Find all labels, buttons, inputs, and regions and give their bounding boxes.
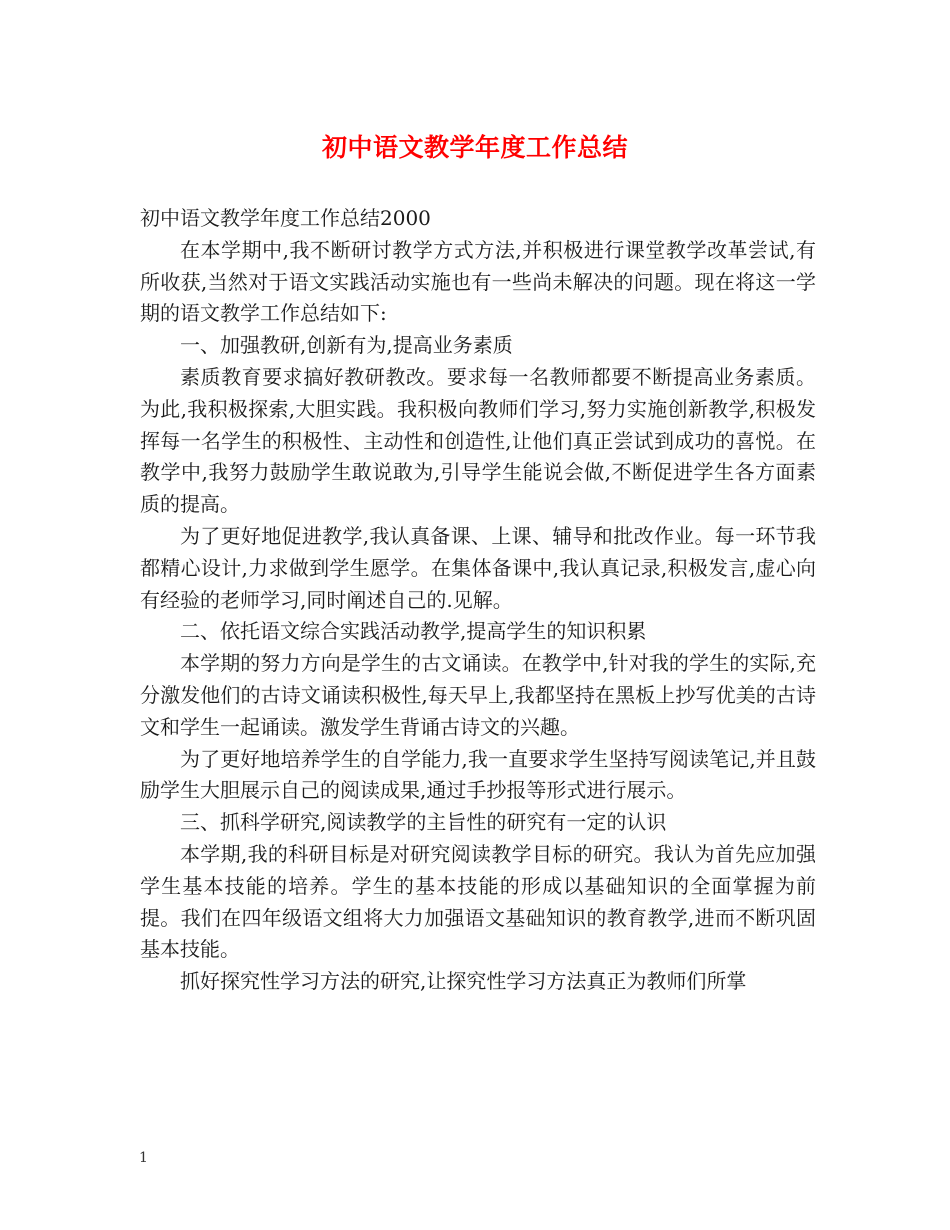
page-number: 1: [139, 1150, 148, 1166]
document-body: [140, 203, 816, 998]
document-subtitle: 初中语文教学年度工作总结2000: [140, 206, 431, 230]
paragraph: 为了更好地促进教学,我认真备课、上课、辅导和批改作业。每一环节我都精心设计,力求做到学生愿学。在集体备课中,我认真记录,积极发言,虚心向有经验的老师学习,同时阐述自己的.见解。: [140, 523, 816, 612]
paragraph: 素质教育要求搞好教研教改。要求每一名教师都要不断提高业务素质。为此,我积极探索,大胆实践。我积极向教师们学习,努力实施创新教学,积极发挥每一名学生的积极性、主动性和创造性,让他们真正尝试到成功的喜悦。在教学中,我努力鼓励学生敢说敢为,引导学生能说会做,不断促进学生各方面素质的提高。: [140, 364, 816, 517]
paragraph-intro: 在本学期中,我不断研讨教学方式方法,并积极进行课堂教学改革尝试,有所收获,当然对于语文实践活动实施也有一些尚未解决的问题。现在将这一学期的语文教学工作总结如下:: [140, 237, 816, 326]
paragraph: 为了更好地培养学生的自学能力,我一直要求学生坚持写阅读笔记,并且鼓励学生大胆展示自己的阅读成果,通过手抄报等形式进行展示。: [140, 746, 816, 803]
paragraph: 抓好探究性学习方法的研究,让探究性学习方法真正为教师们所掌: [180, 969, 747, 994]
paragraph: 本学期,我的科研目标是对研究阅读教学目标的研究。我认为首先应加强学生基本技能的培养。学生的基本技能的形成以基础知识的全面掌握为前提。我们在四年级语文组将大力加强语文基础知识的教育教学,进而不断巩固基本技能。: [140, 841, 816, 962]
section-heading-1: 一、加强教研,创新有为,提高业务素质: [180, 333, 513, 358]
paragraph: 本学期的努力方向是学生的古文诵读。在教学中,针对我的学生的实际,充分激发他们的古诗文诵读积极性,每天早上,我都坚持在黑板上抄写优美的古诗文和学生一起诵读。激发学生背诵古诗文的兴趣。: [140, 651, 816, 739]
section-heading-2: 二、依托语文综合实践活动教学,提高学生的知识积累: [180, 619, 647, 644]
document-title: 初中语文教学年度工作总结: [321, 133, 628, 162]
section-heading-3: 三、抓科学研究,阅读教学的主旨性的研究有一定的认识: [180, 810, 667, 835]
